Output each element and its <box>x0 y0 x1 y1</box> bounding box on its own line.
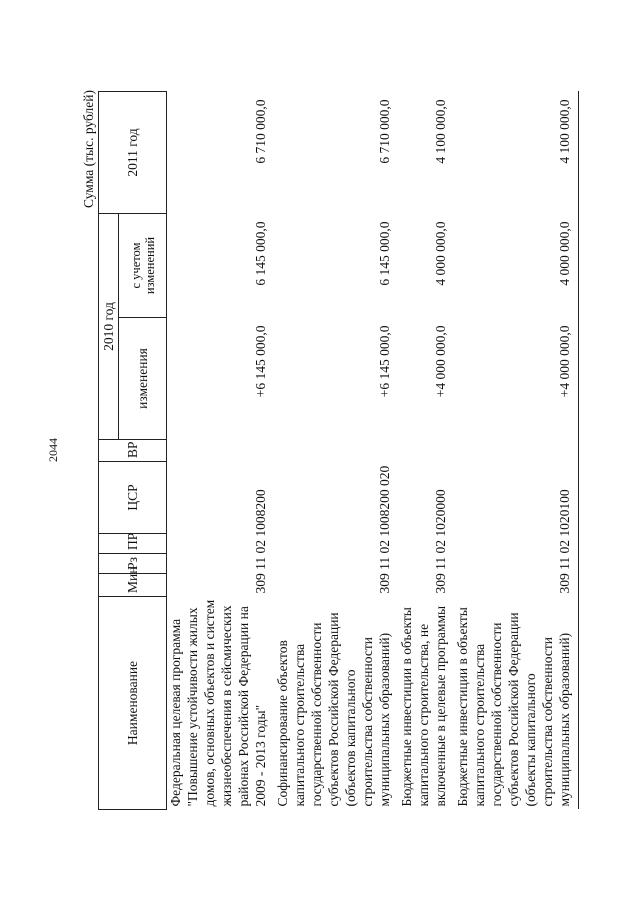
row-name: Бюджетные инвестиции в объекты капитального строительства, не включенные в целевые программы <box>399 605 448 807</box>
header-vr: ВР <box>99 440 167 462</box>
row-code: 309 11 02 1020000 <box>433 489 448 594</box>
table-bottom-rule <box>579 92 580 810</box>
row-2011: 4 100 000,0 <box>433 99 448 164</box>
row-name: Федеральная целевая программа "Повышение устойчивости жилых домов, основных объектов и систем жизнеобеспечения в сейсмических районах Российской Федерации на 2009 - 2013 годы" <box>168 599 268 807</box>
row-2011: 6 710 000,0 <box>377 99 392 164</box>
header-min: Мин <box>99 574 167 597</box>
header-csr: ЦСР <box>99 462 167 534</box>
table-row <box>398 92 454 810</box>
row-with-changes: 6 145 000,0 <box>377 221 392 286</box>
row-code: 309 11 02 1008200 <box>253 489 268 594</box>
row-code: 309 11 02 1020100 <box>557 489 572 594</box>
header-year-2010: 2010 год <box>99 214 119 440</box>
row-2011: 6 710 000,0 <box>253 99 268 164</box>
table-row <box>274 92 398 810</box>
row-2011: 4 100 000,0 <box>557 99 572 164</box>
budget-table <box>98 91 579 810</box>
page-number: 2044 <box>46 438 60 462</box>
row-code: 309 11 02 1008200 020 <box>377 465 392 594</box>
units-label: Сумма (тыс. рублей) <box>81 90 96 208</box>
row-changes: +6 145 000,0 <box>377 325 392 398</box>
rotated-table-container <box>80 90 640 810</box>
header-with-changes: с учетом изменений <box>119 214 167 318</box>
header-rz: Рз <box>99 554 167 574</box>
header-pr: ПР <box>99 534 167 554</box>
row-name: Софинансирование объектов капитального строительства государственной собственности субъектов Российской Федерации (объектов капитального строительства собственности муниципальных образований) <box>275 612 392 807</box>
table-row <box>454 92 579 810</box>
row-name: Бюджетные инвестиции в объекты капитального строительства государственной собственности субъектов Российской Федерации (объекты капитального строительства собственности муниципальных образований) <box>455 607 572 807</box>
row-changes: +6 145 000,0 <box>253 325 268 398</box>
table-row <box>167 92 275 810</box>
row-changes: +4 000 000,0 <box>557 325 572 398</box>
row-with-changes: 6 145 000,0 <box>253 221 268 286</box>
row-with-changes: 4 000 000,0 <box>557 221 572 286</box>
row-changes: +4 000 000,0 <box>433 325 448 398</box>
header-year-2011: 2011 год <box>99 92 167 214</box>
row-with-changes: 4 000 000,0 <box>433 221 448 286</box>
header-changes: изменения <box>119 318 167 440</box>
header-name: Наименование <box>99 597 167 810</box>
